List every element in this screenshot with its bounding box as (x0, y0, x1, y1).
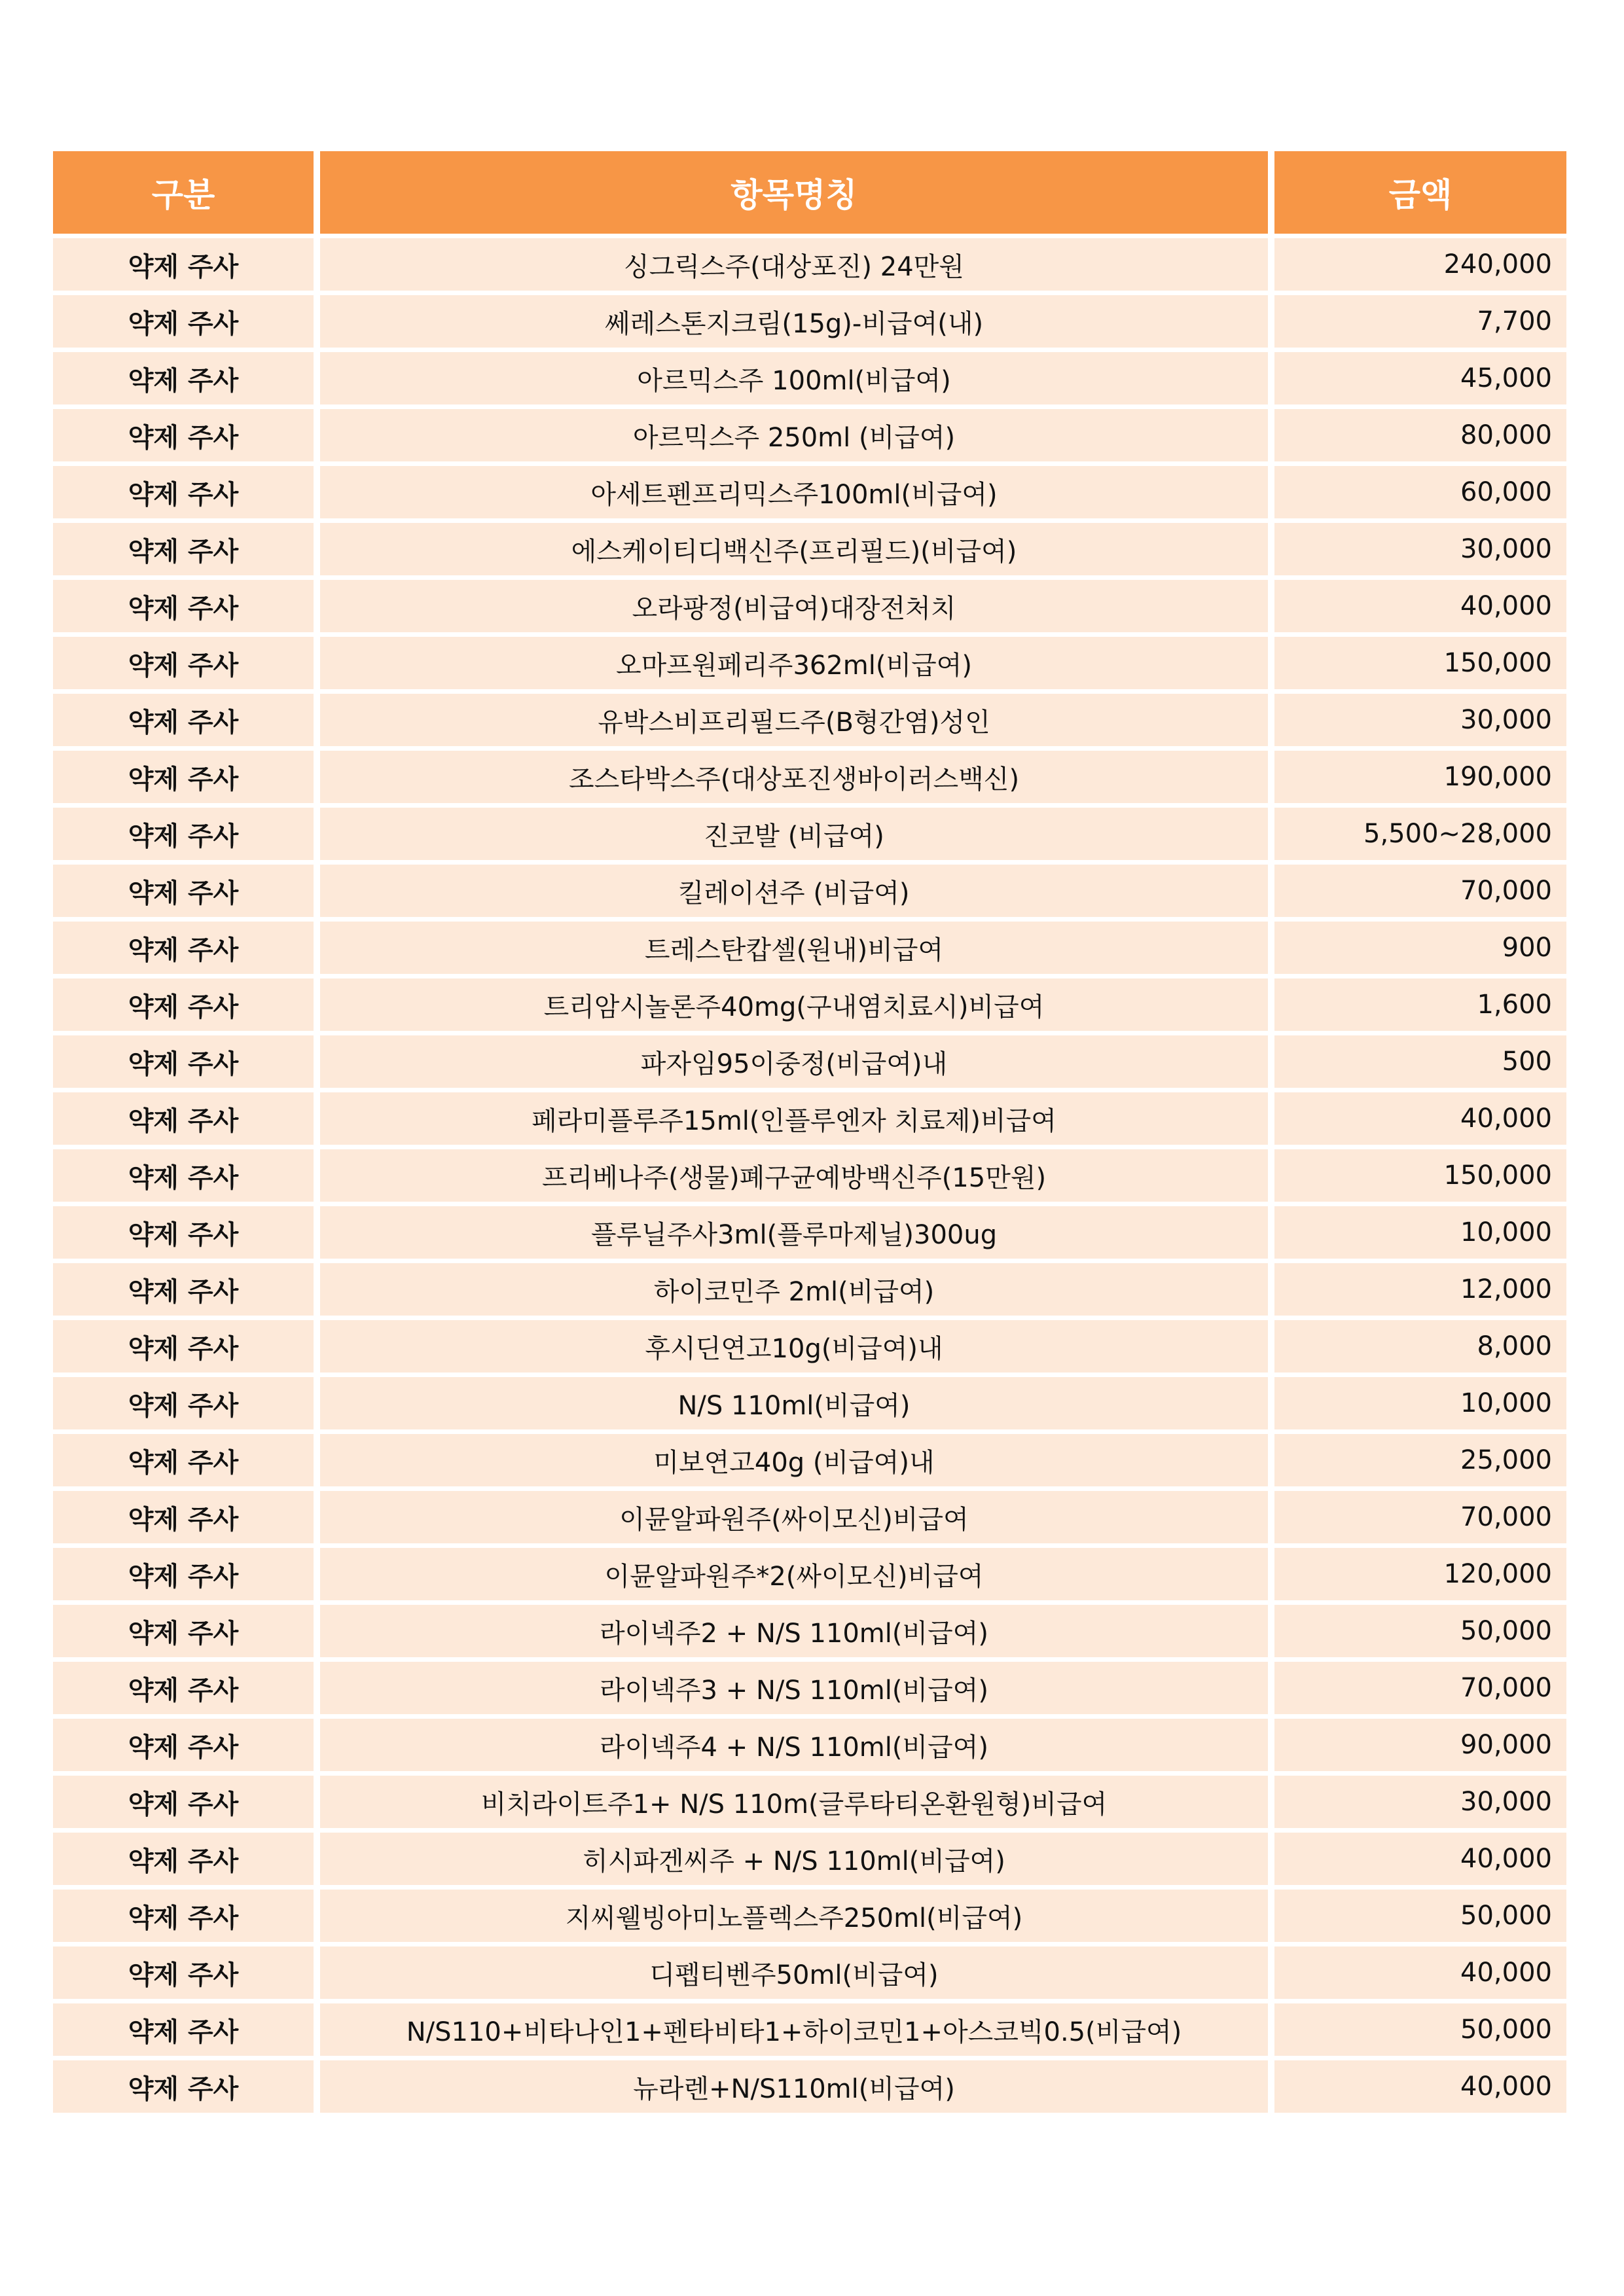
row-category: 약제 주사 (53, 1434, 314, 1486)
row-amount: 120,000 (1274, 1548, 1566, 1600)
row-category: 약제 주사 (53, 1776, 314, 1828)
row-amount: 45,000 (1274, 352, 1566, 404)
row-item-name: 디펩티벤주50ml(비급여) (320, 1946, 1268, 1999)
row-amount: 30,000 (1274, 694, 1566, 746)
row-item-name: 이뮨알파원주(싸이모신)비급여 (320, 1491, 1268, 1543)
row-category: 약제 주사 (53, 1263, 314, 1316)
table-row (53, 580, 1566, 632)
row-amount: 50,000 (1274, 1890, 1566, 1942)
row-item-name: 오라팡정(비급여)대장전처치 (320, 580, 1268, 632)
row-item-name: 진코발 (비급여) (320, 808, 1268, 860)
row-item-name: 싱그릭스주(대상포진) 24만원 (320, 238, 1268, 291)
table-row (53, 1776, 1566, 1828)
row-category: 약제 주사 (53, 1548, 314, 1600)
row-category: 약제 주사 (53, 1946, 314, 1999)
row-amount: 90,000 (1274, 1719, 1566, 1771)
row-category: 약제 주사 (53, 523, 314, 575)
row-category: 약제 주사 (53, 1833, 314, 1885)
row-amount: 240,000 (1274, 238, 1566, 291)
row-amount: 190,000 (1274, 751, 1566, 803)
table-row (53, 1263, 1566, 1316)
table-row (53, 637, 1566, 689)
fee-table (46, 147, 1573, 2117)
row-category: 약제 주사 (53, 1719, 314, 1771)
header-item-name: 항목명칭 (320, 151, 1268, 234)
row-category: 약제 주사 (53, 1206, 314, 1259)
row-amount: 900 (1274, 922, 1566, 974)
row-category: 약제 주사 (53, 352, 314, 404)
header-amount: 금액 (1274, 151, 1566, 234)
row-amount: 50,000 (1274, 1605, 1566, 1657)
row-item-name: 아르믹스주 250ml (비급여) (320, 409, 1268, 461)
row-category: 약제 주사 (53, 409, 314, 461)
row-category: 약제 주사 (53, 1605, 314, 1657)
row-amount: 7,700 (1274, 295, 1566, 348)
row-amount: 12,000 (1274, 1263, 1566, 1316)
row-item-name: 라이넥주2 + N/S 110ml(비급여) (320, 1605, 1268, 1657)
table-row (53, 1890, 1566, 1942)
table-row (53, 523, 1566, 575)
row-category: 약제 주사 (53, 1035, 314, 1088)
row-amount: 30,000 (1274, 523, 1566, 575)
row-category: 약제 주사 (53, 1092, 314, 1145)
row-category: 약제 주사 (53, 1890, 314, 1942)
row-item-name: 쎄레스톤지크림(15g)-비급여(내) (320, 295, 1268, 348)
row-amount: 10,000 (1274, 1206, 1566, 1259)
row-item-name: 트리암시놀론주40mg(구내염치료시)비급여 (320, 978, 1268, 1031)
table-row (53, 1946, 1566, 1999)
row-amount: 80,000 (1274, 409, 1566, 461)
table-row (53, 1035, 1566, 1088)
row-category: 약제 주사 (53, 1662, 314, 1714)
row-item-name: N/S 110ml(비급여) (320, 1377, 1268, 1429)
row-item-name: 트레스탄캅셀(원내)비급여 (320, 922, 1268, 974)
table-row (53, 1662, 1566, 1714)
row-amount: 40,000 (1274, 580, 1566, 632)
row-amount: 40,000 (1274, 1946, 1566, 1999)
table-row (53, 978, 1566, 1031)
table-row (53, 922, 1566, 974)
row-amount: 150,000 (1274, 1149, 1566, 1202)
row-item-name: N/S110+비타나인1+펜타비타1+하이코민1+아스코빅0.5(비급여) (320, 2003, 1268, 2056)
row-amount: 40,000 (1274, 1092, 1566, 1145)
row-item-name: 뉴라렌+N/S110ml(비급여) (320, 2060, 1268, 2113)
row-amount: 5,500~28,000 (1274, 808, 1566, 860)
table-row (53, 808, 1566, 860)
row-category: 약제 주사 (53, 637, 314, 689)
row-category: 약제 주사 (53, 1377, 314, 1429)
row-category: 약제 주사 (53, 2060, 314, 2113)
table-row (53, 1377, 1566, 1429)
table-row (53, 409, 1566, 461)
table-row (53, 1719, 1566, 1771)
row-item-name: 지씨웰빙아미노플렉스주250ml(비급여) (320, 1890, 1268, 1942)
row-item-name: 하이코민주 2ml(비급여) (320, 1263, 1268, 1316)
table-row (53, 1833, 1566, 1885)
row-category: 약제 주사 (53, 808, 314, 860)
row-category: 약제 주사 (53, 694, 314, 746)
row-amount: 70,000 (1274, 1491, 1566, 1543)
table-row (53, 694, 1566, 746)
row-category: 약제 주사 (53, 1491, 314, 1543)
row-item-name: 에스케이티디백신주(프리필드)(비급여) (320, 523, 1268, 575)
row-amount: 70,000 (1274, 865, 1566, 917)
table-body (53, 238, 1566, 2113)
row-amount: 10,000 (1274, 1377, 1566, 1429)
table-row (53, 1092, 1566, 1145)
row-item-name: 이뮨알파원주*2(싸이모신)비급여 (320, 1548, 1268, 1600)
row-category: 약제 주사 (53, 1320, 314, 1372)
table-row (53, 1320, 1566, 1372)
row-item-name: 라이넥주4 + N/S 110ml(비급여) (320, 1719, 1268, 1771)
table-row (53, 1206, 1566, 1259)
row-item-name: 파자임95이중정(비급여)내 (320, 1035, 1268, 1088)
row-category: 약제 주사 (53, 580, 314, 632)
row-category: 약제 주사 (53, 466, 314, 518)
table-row (53, 1434, 1566, 1486)
row-amount: 500 (1274, 1035, 1566, 1088)
header-category: 구분 (53, 151, 314, 234)
row-item-name: 미보연고40g (비급여)내 (320, 1434, 1268, 1486)
table-row (53, 751, 1566, 803)
row-item-name: 오마프원페리주362ml(비급여) (320, 637, 1268, 689)
table-row (53, 1149, 1566, 1202)
row-amount: 8,000 (1274, 1320, 1566, 1372)
row-item-name: 후시딘연고10g(비급여)내 (320, 1320, 1268, 1372)
row-amount: 50,000 (1274, 2003, 1566, 2056)
row-item-name: 프리베나주(생물)폐구균예방백신주(15만원) (320, 1149, 1268, 1202)
row-amount: 30,000 (1274, 1776, 1566, 1828)
row-amount: 25,000 (1274, 1434, 1566, 1486)
table-row (53, 466, 1566, 518)
row-item-name: 플루닐주사3ml(플루마제닐)300ug (320, 1206, 1268, 1259)
row-item-name: 유박스비프리필드주(B형간염)성인 (320, 694, 1268, 746)
row-category: 약제 주사 (53, 238, 314, 291)
row-amount: 70,000 (1274, 1662, 1566, 1714)
table-row (53, 1548, 1566, 1600)
table-row (53, 352, 1566, 404)
header-row (53, 151, 1566, 234)
row-item-name: 조스타박스주(대상포진생바이러스백신) (320, 751, 1268, 803)
row-item-name: 아세트펜프리믹스주100ml(비급여) (320, 466, 1268, 518)
row-amount: 150,000 (1274, 637, 1566, 689)
row-category: 약제 주사 (53, 751, 314, 803)
row-item-name: 비치라이트주1+ N/S 110m(글루타티온환원형)비급여 (320, 1776, 1268, 1828)
row-category: 약제 주사 (53, 865, 314, 917)
table-row (53, 2003, 1566, 2056)
row-amount: 40,000 (1274, 2060, 1566, 2113)
row-category: 약제 주사 (53, 1149, 314, 1202)
row-amount: 40,000 (1274, 1833, 1566, 1885)
row-amount: 1,600 (1274, 978, 1566, 1031)
row-category: 약제 주사 (53, 2003, 314, 2056)
table-row (53, 1605, 1566, 1657)
row-item-name: 히시파겐씨주 + N/S 110ml(비급여) (320, 1833, 1268, 1885)
row-category: 약제 주사 (53, 978, 314, 1031)
table-row (53, 238, 1566, 291)
table-row (53, 2060, 1566, 2113)
row-amount: 60,000 (1274, 466, 1566, 518)
table-row (53, 865, 1566, 917)
row-category: 약제 주사 (53, 922, 314, 974)
row-item-name: 아르믹스주 100ml(비급여) (320, 352, 1268, 404)
row-item-name: 킬레이션주 (비급여) (320, 865, 1268, 917)
row-item-name: 페라미플루주15ml(인플루엔자 치료제)비급여 (320, 1092, 1268, 1145)
table-row (53, 1491, 1566, 1543)
row-category: 약제 주사 (53, 295, 314, 348)
table-row (53, 295, 1566, 348)
row-item-name: 라이넥주3 + N/S 110ml(비급여) (320, 1662, 1268, 1714)
